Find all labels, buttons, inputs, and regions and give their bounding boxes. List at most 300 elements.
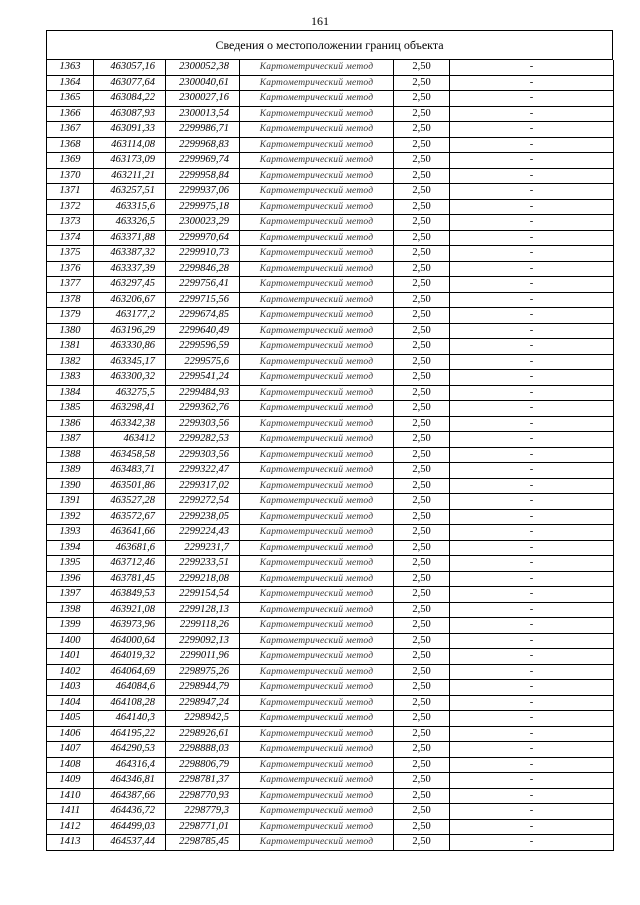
description-cell: - <box>450 60 614 75</box>
y-coordinate-cell: 2298944,79 <box>166 680 240 696</box>
method-cell: Картометрический метод <box>240 75 394 91</box>
y-coordinate-cell: 2298779,3 <box>166 804 240 820</box>
point-number-cell: 1374 <box>47 230 94 246</box>
description-cell: - <box>450 618 614 634</box>
x-coordinate-cell: 463387,32 <box>94 246 166 262</box>
point-number-cell: 1366 <box>47 106 94 122</box>
description-cell: - <box>450 432 614 448</box>
accuracy-cell: 2,50 <box>394 680 450 696</box>
y-coordinate-cell: 2300052,38 <box>166 60 240 75</box>
point-number-cell: 1379 <box>47 308 94 324</box>
x-coordinate-cell: 464140,3 <box>94 711 166 727</box>
y-coordinate-cell: 2299218,08 <box>166 571 240 587</box>
accuracy-cell: 2,50 <box>394 122 450 138</box>
point-number-cell: 1377 <box>47 277 94 293</box>
table-row <box>47 695 614 711</box>
method-cell: Картометрический метод <box>240 432 394 448</box>
y-coordinate-cell: 2299596,59 <box>166 339 240 355</box>
x-coordinate-cell: 463087,93 <box>94 106 166 122</box>
x-coordinate-cell: 464436,72 <box>94 804 166 820</box>
table-row <box>47 401 614 417</box>
method-cell: Картометрический метод <box>240 137 394 153</box>
description-cell: - <box>450 230 614 246</box>
description-cell: - <box>450 106 614 122</box>
method-cell: Картометрический метод <box>240 525 394 541</box>
point-number-cell: 1394 <box>47 540 94 556</box>
method-cell: Картометрический метод <box>240 680 394 696</box>
description-cell: - <box>450 184 614 200</box>
method-cell: Картометрический метод <box>240 463 394 479</box>
point-number-cell: 1373 <box>47 215 94 231</box>
y-coordinate-cell: 2299715,56 <box>166 292 240 308</box>
table-row <box>47 494 614 510</box>
method-cell: Картометрический метод <box>240 354 394 370</box>
description-cell: - <box>450 153 614 169</box>
accuracy-cell: 2,50 <box>394 339 450 355</box>
description-cell: - <box>450 602 614 618</box>
y-coordinate-cell: 2299640,49 <box>166 323 240 339</box>
method-cell: Картометрический метод <box>240 571 394 587</box>
x-coordinate-cell: 463483,71 <box>94 463 166 479</box>
point-number-cell: 1402 <box>47 664 94 680</box>
description-cell: - <box>450 385 614 401</box>
point-number-cell: 1367 <box>47 122 94 138</box>
method-cell: Картометрический метод <box>240 60 394 75</box>
method-cell: Картометрический метод <box>240 277 394 293</box>
method-cell: Картометрический метод <box>240 649 394 665</box>
point-number-cell: 1372 <box>47 199 94 215</box>
method-cell: Картометрический метод <box>240 122 394 138</box>
point-number-cell: 1404 <box>47 695 94 711</box>
x-coordinate-cell: 463412 <box>94 432 166 448</box>
accuracy-cell: 2,50 <box>394 711 450 727</box>
table-row <box>47 246 614 262</box>
point-number-cell: 1370 <box>47 168 94 184</box>
method-cell: Картометрический метод <box>240 618 394 634</box>
point-number-cell: 1363 <box>47 60 94 75</box>
y-coordinate-cell: 2298785,45 <box>166 835 240 851</box>
x-coordinate-cell: 463330,86 <box>94 339 166 355</box>
point-number-cell: 1365 <box>47 91 94 107</box>
table-row <box>47 184 614 200</box>
description-cell: - <box>450 447 614 463</box>
table-row <box>47 137 614 153</box>
y-coordinate-cell: 2299092,13 <box>166 633 240 649</box>
accuracy-cell: 2,50 <box>394 60 450 75</box>
method-cell: Картометрический метод <box>240 835 394 851</box>
y-coordinate-cell: 2298781,37 <box>166 773 240 789</box>
point-number-cell: 1369 <box>47 153 94 169</box>
x-coordinate-cell: 464195,22 <box>94 726 166 742</box>
y-coordinate-cell: 2299303,56 <box>166 416 240 432</box>
description-cell: - <box>450 401 614 417</box>
accuracy-cell: 2,50 <box>394 184 450 200</box>
method-cell: Картометрический метод <box>240 726 394 742</box>
x-coordinate-cell: 463641,66 <box>94 525 166 541</box>
y-coordinate-cell: 2299282,53 <box>166 432 240 448</box>
accuracy-cell: 2,50 <box>394 215 450 231</box>
x-coordinate-cell: 463206,67 <box>94 292 166 308</box>
description-cell: - <box>450 91 614 107</box>
method-cell: Картометрический метод <box>240 540 394 556</box>
method-cell: Картометрический метод <box>240 308 394 324</box>
y-coordinate-cell: 2299362,76 <box>166 401 240 417</box>
description-cell: - <box>450 168 614 184</box>
table-row <box>47 91 614 107</box>
table-row <box>47 447 614 463</box>
accuracy-cell: 2,50 <box>394 246 450 262</box>
y-coordinate-cell: 2299303,56 <box>166 447 240 463</box>
y-coordinate-cell: 2299975,18 <box>166 199 240 215</box>
table-row <box>47 726 614 742</box>
y-coordinate-cell: 2299986,71 <box>166 122 240 138</box>
method-cell: Картометрический метод <box>240 416 394 432</box>
description-cell: - <box>450 649 614 665</box>
description-cell: - <box>450 525 614 541</box>
description-cell: - <box>450 742 614 758</box>
accuracy-cell: 2,50 <box>394 416 450 432</box>
method-cell: Картометрический метод <box>240 819 394 835</box>
method-cell: Картометрический метод <box>240 494 394 510</box>
table-row <box>47 804 614 820</box>
point-number-cell: 1384 <box>47 385 94 401</box>
table-row <box>47 556 614 572</box>
description-cell: - <box>450 339 614 355</box>
accuracy-cell: 2,50 <box>394 323 450 339</box>
x-coordinate-cell: 463196,29 <box>94 323 166 339</box>
description-cell: - <box>450 494 614 510</box>
table-title: Сведения о местоположении границ объекта <box>46 30 613 60</box>
x-coordinate-cell: 463297,45 <box>94 277 166 293</box>
accuracy-cell: 2,50 <box>394 261 450 277</box>
description-cell: - <box>450 370 614 386</box>
description-cell: - <box>450 757 614 773</box>
table-row <box>47 788 614 804</box>
accuracy-cell: 2,50 <box>394 370 450 386</box>
y-coordinate-cell: 2300023,29 <box>166 215 240 231</box>
accuracy-cell: 2,50 <box>394 664 450 680</box>
x-coordinate-cell: 463973,96 <box>94 618 166 634</box>
x-coordinate-cell: 464537,44 <box>94 835 166 851</box>
table-row <box>47 323 614 339</box>
accuracy-cell: 2,50 <box>394 277 450 293</box>
description-cell: - <box>450 416 614 432</box>
y-coordinate-cell: 2299910,73 <box>166 246 240 262</box>
table-row <box>47 277 614 293</box>
y-coordinate-cell: 2298947,24 <box>166 695 240 711</box>
method-cell: Картометрический метод <box>240 246 394 262</box>
description-cell: - <box>450 354 614 370</box>
accuracy-cell: 2,50 <box>394 447 450 463</box>
description-cell: - <box>450 788 614 804</box>
point-number-cell: 1389 <box>47 463 94 479</box>
x-coordinate-cell: 463371,88 <box>94 230 166 246</box>
table-row <box>47 463 614 479</box>
table-row <box>47 649 614 665</box>
x-coordinate-cell: 464346,81 <box>94 773 166 789</box>
y-coordinate-cell: 2299224,43 <box>166 525 240 541</box>
method-cell: Картометрический метод <box>240 215 394 231</box>
point-number-cell: 1378 <box>47 292 94 308</box>
table-row <box>47 757 614 773</box>
y-coordinate-cell: 2299968,83 <box>166 137 240 153</box>
table-row <box>47 199 614 215</box>
x-coordinate-cell: 463527,28 <box>94 494 166 510</box>
x-coordinate-cell: 463458,58 <box>94 447 166 463</box>
x-coordinate-cell: 463300,32 <box>94 370 166 386</box>
accuracy-cell: 2,50 <box>394 525 450 541</box>
point-number-cell: 1396 <box>47 571 94 587</box>
description-cell: - <box>450 726 614 742</box>
x-coordinate-cell: 463572,67 <box>94 509 166 525</box>
point-number-cell: 1403 <box>47 680 94 696</box>
accuracy-cell: 2,50 <box>394 649 450 665</box>
x-coordinate-cell: 463114,08 <box>94 137 166 153</box>
description-cell: - <box>450 246 614 262</box>
y-coordinate-cell: 2298926,61 <box>166 726 240 742</box>
method-cell: Картометрический метод <box>240 339 394 355</box>
accuracy-cell: 2,50 <box>394 292 450 308</box>
method-cell: Картометрический метод <box>240 587 394 603</box>
point-number-cell: 1400 <box>47 633 94 649</box>
y-coordinate-cell: 2299937,06 <box>166 184 240 200</box>
description-cell: - <box>450 122 614 138</box>
point-number-cell: 1383 <box>47 370 94 386</box>
point-number-cell: 1390 <box>47 478 94 494</box>
method-cell: Картометрический метод <box>240 447 394 463</box>
y-coordinate-cell: 2299958,84 <box>166 168 240 184</box>
description-cell: - <box>450 261 614 277</box>
method-cell: Картометрический метод <box>240 370 394 386</box>
table-row <box>47 292 614 308</box>
coordinates-table-body <box>47 60 614 850</box>
point-number-cell: 1388 <box>47 447 94 463</box>
point-number-cell: 1412 <box>47 819 94 835</box>
table-row <box>47 339 614 355</box>
method-cell: Картометрический метод <box>240 773 394 789</box>
point-number-cell: 1395 <box>47 556 94 572</box>
description-cell: - <box>450 137 614 153</box>
y-coordinate-cell: 2299674,85 <box>166 308 240 324</box>
table-row <box>47 75 614 91</box>
method-cell: Картометрический метод <box>240 153 394 169</box>
point-number-cell: 1385 <box>47 401 94 417</box>
y-coordinate-cell: 2300013,54 <box>166 106 240 122</box>
description-cell: - <box>450 571 614 587</box>
y-coordinate-cell: 2299231,7 <box>166 540 240 556</box>
table-row <box>47 106 614 122</box>
point-number-cell: 1401 <box>47 649 94 665</box>
y-coordinate-cell: 2299233,51 <box>166 556 240 572</box>
y-coordinate-cell: 2298771,01 <box>166 819 240 835</box>
accuracy-cell: 2,50 <box>394 308 450 324</box>
accuracy-cell: 2,50 <box>394 773 450 789</box>
y-coordinate-cell: 2299154,54 <box>166 587 240 603</box>
table-row <box>47 478 614 494</box>
description-cell: - <box>450 587 614 603</box>
point-number-cell: 1409 <box>47 773 94 789</box>
accuracy-cell: 2,50 <box>394 602 450 618</box>
x-coordinate-cell: 463849,53 <box>94 587 166 603</box>
description-cell: - <box>450 277 614 293</box>
x-coordinate-cell: 464290,53 <box>94 742 166 758</box>
x-coordinate-cell: 463298,41 <box>94 401 166 417</box>
x-coordinate-cell: 464000,64 <box>94 633 166 649</box>
point-number-cell: 1364 <box>47 75 94 91</box>
accuracy-cell: 2,50 <box>394 478 450 494</box>
description-cell: - <box>450 292 614 308</box>
point-number-cell: 1376 <box>47 261 94 277</box>
x-coordinate-cell: 463681,6 <box>94 540 166 556</box>
point-number-cell: 1368 <box>47 137 94 153</box>
table-row <box>47 416 614 432</box>
description-cell: - <box>450 695 614 711</box>
point-number-cell: 1381 <box>47 339 94 355</box>
method-cell: Картометрический метод <box>240 401 394 417</box>
description-cell: - <box>450 463 614 479</box>
y-coordinate-cell: 2299011,96 <box>166 649 240 665</box>
table-row <box>47 122 614 138</box>
point-number-cell: 1406 <box>47 726 94 742</box>
y-coordinate-cell: 2299118,26 <box>166 618 240 634</box>
method-cell: Картометрический метод <box>240 199 394 215</box>
description-cell: - <box>450 773 614 789</box>
x-coordinate-cell: 464019,32 <box>94 649 166 665</box>
x-coordinate-cell: 464084,6 <box>94 680 166 696</box>
point-number-cell: 1391 <box>47 494 94 510</box>
description-cell: - <box>450 215 614 231</box>
method-cell: Картометрический метод <box>240 478 394 494</box>
description-cell: - <box>450 308 614 324</box>
method-cell: Картометрический метод <box>240 106 394 122</box>
description-cell: - <box>450 509 614 525</box>
x-coordinate-cell: 463091,33 <box>94 122 166 138</box>
table-row <box>47 618 614 634</box>
y-coordinate-cell: 2299756,41 <box>166 277 240 293</box>
y-coordinate-cell: 2299541,24 <box>166 370 240 386</box>
method-cell: Картометрический метод <box>240 230 394 246</box>
description-cell: - <box>450 664 614 680</box>
point-number-cell: 1398 <box>47 602 94 618</box>
description-cell: - <box>450 819 614 835</box>
x-coordinate-cell: 463337,39 <box>94 261 166 277</box>
table-row <box>47 540 614 556</box>
description-cell: - <box>450 323 614 339</box>
description-cell: - <box>450 804 614 820</box>
description-cell: - <box>450 556 614 572</box>
point-number-cell: 1371 <box>47 184 94 200</box>
accuracy-cell: 2,50 <box>394 137 450 153</box>
table-row <box>47 308 614 324</box>
x-coordinate-cell: 463211,21 <box>94 168 166 184</box>
table-row <box>47 354 614 370</box>
y-coordinate-cell: 2298806,79 <box>166 757 240 773</box>
table-row <box>47 509 614 525</box>
y-coordinate-cell: 2300027,16 <box>166 91 240 107</box>
point-number-cell: 1375 <box>47 246 94 262</box>
description-cell: - <box>450 540 614 556</box>
x-coordinate-cell: 463177,2 <box>94 308 166 324</box>
y-coordinate-cell: 2299238,05 <box>166 509 240 525</box>
accuracy-cell: 2,50 <box>394 804 450 820</box>
accuracy-cell: 2,50 <box>394 432 450 448</box>
accuracy-cell: 2,50 <box>394 835 450 851</box>
description-cell: - <box>450 199 614 215</box>
accuracy-cell: 2,50 <box>394 742 450 758</box>
table-row <box>47 571 614 587</box>
table-row <box>47 819 614 835</box>
table-row <box>47 711 614 727</box>
table-row <box>47 153 614 169</box>
method-cell: Картометрический метод <box>240 788 394 804</box>
accuracy-cell: 2,50 <box>394 726 450 742</box>
accuracy-cell: 2,50 <box>394 819 450 835</box>
accuracy-cell: 2,50 <box>394 540 450 556</box>
method-cell: Картометрический метод <box>240 385 394 401</box>
y-coordinate-cell: 2299322,47 <box>166 463 240 479</box>
accuracy-cell: 2,50 <box>394 618 450 634</box>
table-row <box>47 230 614 246</box>
x-coordinate-cell: 463501,86 <box>94 478 166 494</box>
table-row <box>47 168 614 184</box>
y-coordinate-cell: 2298942,5 <box>166 711 240 727</box>
method-cell: Картометрический метод <box>240 556 394 572</box>
x-coordinate-cell: 463326,5 <box>94 215 166 231</box>
x-coordinate-cell: 463173,09 <box>94 153 166 169</box>
method-cell: Картометрический метод <box>240 804 394 820</box>
method-cell: Картометрический метод <box>240 711 394 727</box>
y-coordinate-cell: 2299969,74 <box>166 153 240 169</box>
point-number-cell: 1392 <box>47 509 94 525</box>
x-coordinate-cell: 464108,28 <box>94 695 166 711</box>
table-row <box>47 587 614 603</box>
x-coordinate-cell: 463275,5 <box>94 385 166 401</box>
point-number-cell: 1393 <box>47 525 94 541</box>
point-number-cell: 1407 <box>47 742 94 758</box>
page-number: 161 <box>311 14 329 28</box>
table-row <box>47 742 614 758</box>
method-cell: Картометрический метод <box>240 168 394 184</box>
method-cell: Картометрический метод <box>240 323 394 339</box>
method-cell: Картометрический метод <box>240 261 394 277</box>
accuracy-cell: 2,50 <box>394 354 450 370</box>
accuracy-cell: 2,50 <box>394 153 450 169</box>
y-coordinate-cell: 2299128,13 <box>166 602 240 618</box>
method-cell: Картометрический метод <box>240 292 394 308</box>
x-coordinate-cell: 464316,4 <box>94 757 166 773</box>
table-row <box>47 602 614 618</box>
point-number-cell: 1413 <box>47 835 94 851</box>
accuracy-cell: 2,50 <box>394 91 450 107</box>
x-coordinate-cell: 463257,51 <box>94 184 166 200</box>
x-coordinate-cell: 463712,46 <box>94 556 166 572</box>
accuracy-cell: 2,50 <box>394 463 450 479</box>
table-row <box>47 60 614 75</box>
y-coordinate-cell: 2299272,54 <box>166 494 240 510</box>
x-coordinate-cell: 463342,38 <box>94 416 166 432</box>
point-number-cell: 1380 <box>47 323 94 339</box>
method-cell: Картометрический метод <box>240 602 394 618</box>
description-cell: - <box>450 478 614 494</box>
point-number-cell: 1405 <box>47 711 94 727</box>
table-row <box>47 432 614 448</box>
table-row <box>47 633 614 649</box>
point-number-cell: 1386 <box>47 416 94 432</box>
y-coordinate-cell: 2300040,61 <box>166 75 240 91</box>
y-coordinate-cell: 2299317,02 <box>166 478 240 494</box>
table-row <box>47 773 614 789</box>
x-coordinate-cell: 463084,22 <box>94 91 166 107</box>
